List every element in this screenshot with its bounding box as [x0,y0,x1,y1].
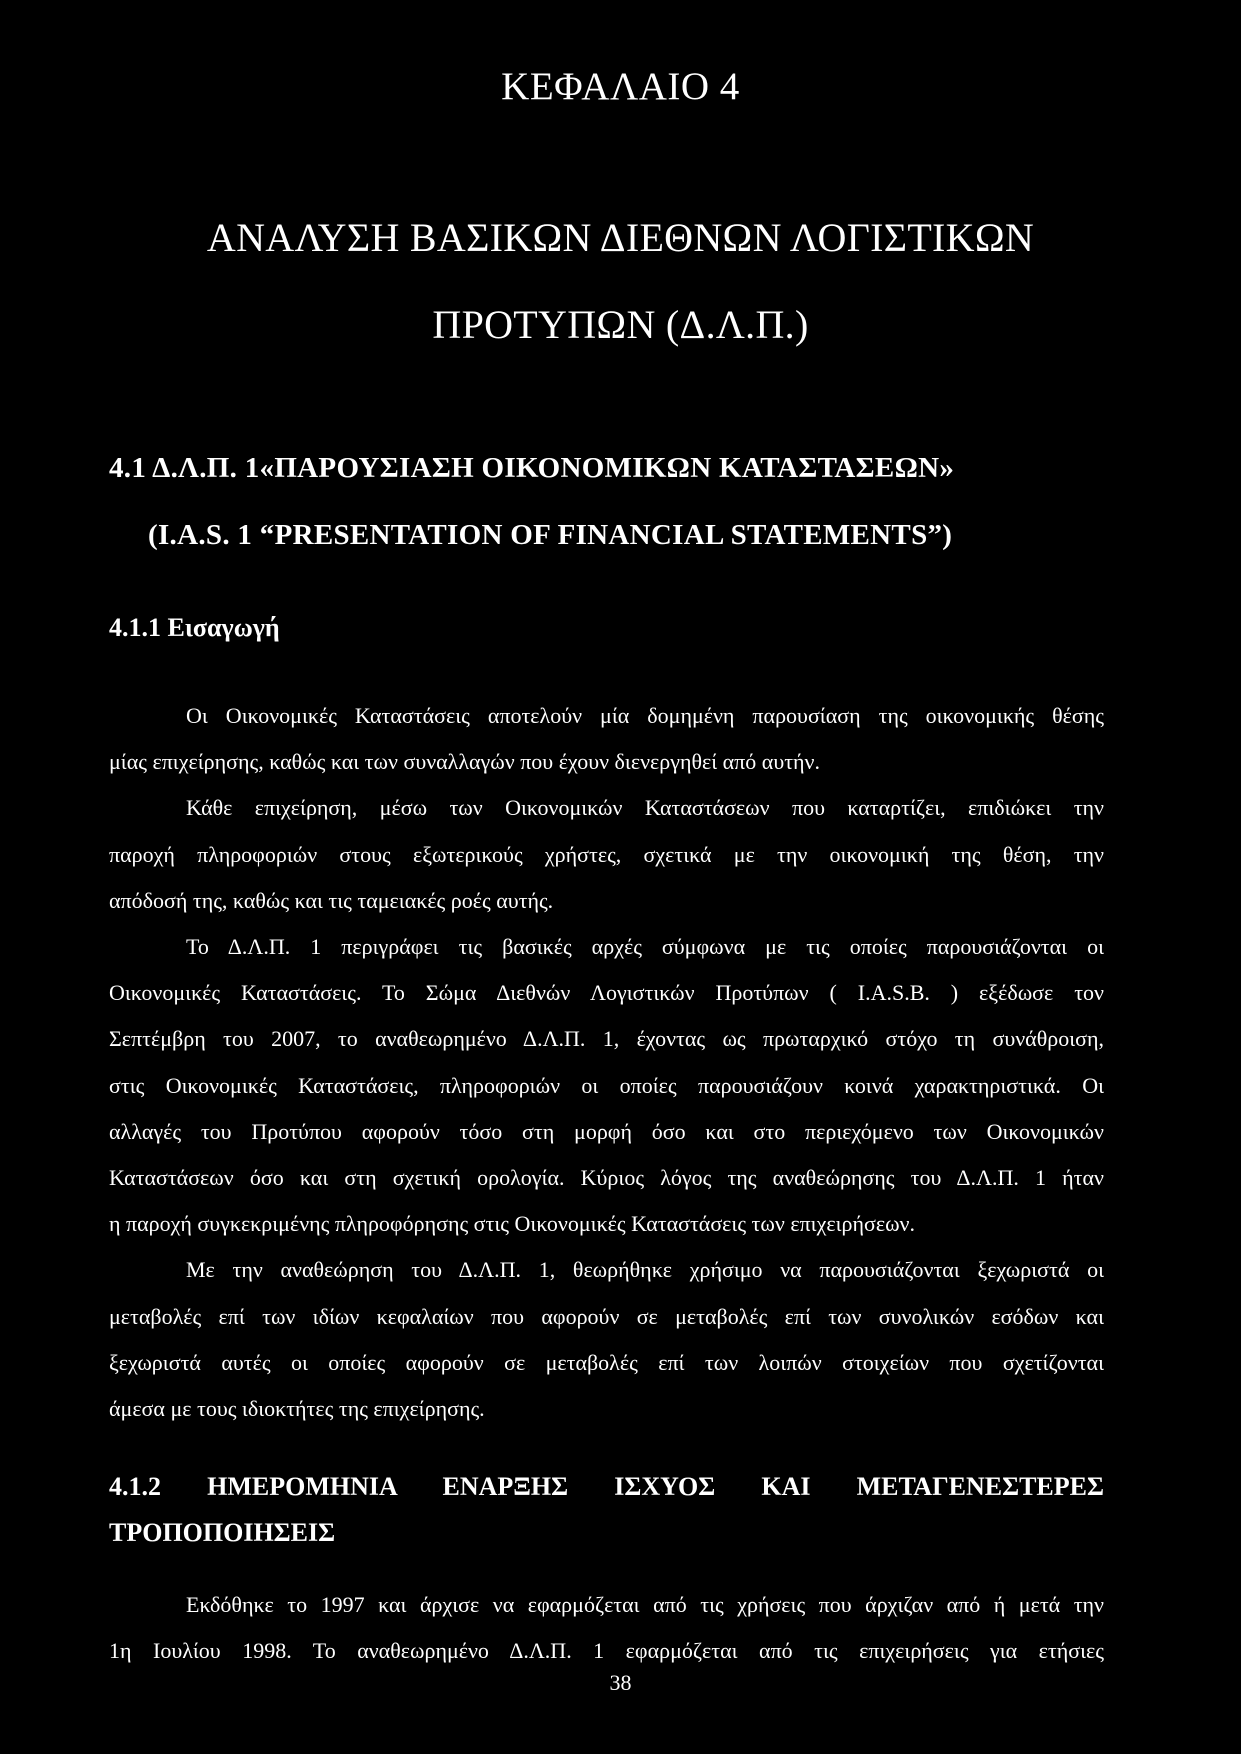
text-line: Οικονομικές Καταστάσεις. Το Σώμα Διεθνών Λογιστικών Προτύπων ( I.A.S.B. ) εξέδωσε τον [109,980,1104,1005]
text-line: παροχή πληροφοριών στους εξωτερικούς χρήστες, σχετικά με την οικονομική της θέση, την [109,842,1104,867]
text-line: Κάθε επιχείρηση, μέσω των Οικονομικών Καταστάσεων που καταρτίζει, επιδιώκει την [186,795,1104,820]
subsection-heading-intro: 4.1.1 Εισαγωγή [109,613,280,642]
text-line: Σεπτέμβρη του 2007, το αναθεωρημένο Δ.Λ.Π. 1, έχοντας ως πρωταρχικό στόχο τη συνάθροιση, [109,1026,1104,1051]
text-line: Οι Οικονομικές Καταστάσεις αποτελούν μία δομημένη παρουσίαση της οικονομικής θέσης [186,703,1104,728]
section-heading-line-1: 4.1 Δ.Λ.Π. 1«ΠΑΡΟΥΣΙΑΣΗ ΟΙΚΟΝΟΜΙΚΩΝ ΚΑΤΑΣΤΑΣΕΩΝ» [109,452,955,484]
text-line: Με την αναθεώρηση του Δ.Λ.Π. 1, θεωρήθηκε χρήσιμο να παρουσιάζονται ξεχωριστά οι [186,1257,1104,1282]
subsection-heading-line-2: ΤΡΟΠΟΠΟΙΗΣΕΙΣ [109,1518,336,1547]
section-heading-line-2: (I.A.S. 1 “PRESENTATION OF FINANCIAL STATEMENTS”) [148,519,953,551]
text-line: 1η Ιουλίου 1998. Το αναθεωρημένο Δ.Λ.Π. 1 εφαρμόζεται από τις επιχειρήσεις για ετήσιες [109,1638,1104,1663]
text-line: απόδοσή της, καθώς και τις ταμειακές ροές αυτής. [109,888,554,913]
text-line: άμεσα με τους ιδιοκτήτες της επιχείρησης. [109,1396,485,1421]
chapter-title-line-2: ΠΡΟΤΥΠΩΝ (Δ.Λ.Π.) [432,302,809,347]
subsection-heading-line-1: 4.1.2 ΗΜΕΡΟΜΗΝΙΑ ΕΝΑΡΞΗΣ ΙΣΧΥΟΣ ΚΑΙ ΜΕΤΑΓΕΝΕΣΤΕΡΕΣ [109,1472,1104,1501]
text-line: Καταστάσεων όσο και στη σχετική ορολογία. Κύριος λόγος της αναθεώρησης του Δ.Λ.Π. 1 ήταν [109,1165,1104,1190]
text-line: Εκδόθηκε το 1997 και άρχισε να εφαρμόζεται από τις χρήσεις που άρχιζαν από ή μετά την [186,1592,1104,1617]
text-line: αλλαγές του Προτύπου αφορούν τόσο στη μορφή όσο και στο περιεχόμενο των Οικονομικών [109,1119,1104,1144]
text-line: ξεχωριστά αυτές οι οποίες αφορούν σε μεταβολές επί των λοιπών στοιχείων που σχετίζονται [109,1350,1104,1375]
text-line: στις Οικονομικές Καταστάσεις, πληροφοριών οι οποίες παρουσιάζουν κοινά χαρακτηριστικά. Οι [109,1073,1104,1098]
text-line: μίας επιχείρησης, καθώς και των συναλλαγών που έχουν διενεργηθεί από αυτήν. [109,749,821,774]
text-line: Το Δ.Λ.Π. 1 περιγράφει τις βασικές αρχές σύμφωνα με τις οποίες παρουσιάζονται οι [186,934,1104,959]
chapter-heading: ΚΕΦΑΛΑΙΟ 4 [501,65,740,108]
text-line: μεταβολές επί των ιδίων κεφαλαίων που αφορούν σε μεταβολές επί των συνολικών εσόδων και [109,1304,1104,1329]
chapter-title-line-1: ΑΝΑΛΥΣΗ ΒΑΣΙΚΩΝ ΔΙΕΘΝΩΝ ΛΟΓΙΣΤΙΚΩΝ [206,215,1035,260]
page-number: 38 [609,1670,632,1695]
text-line: η παροχή συγκεκριμένης πληροφόρησης στις Οικονομικές Καταστάσεις των επιχειρήσεων. [109,1211,916,1236]
